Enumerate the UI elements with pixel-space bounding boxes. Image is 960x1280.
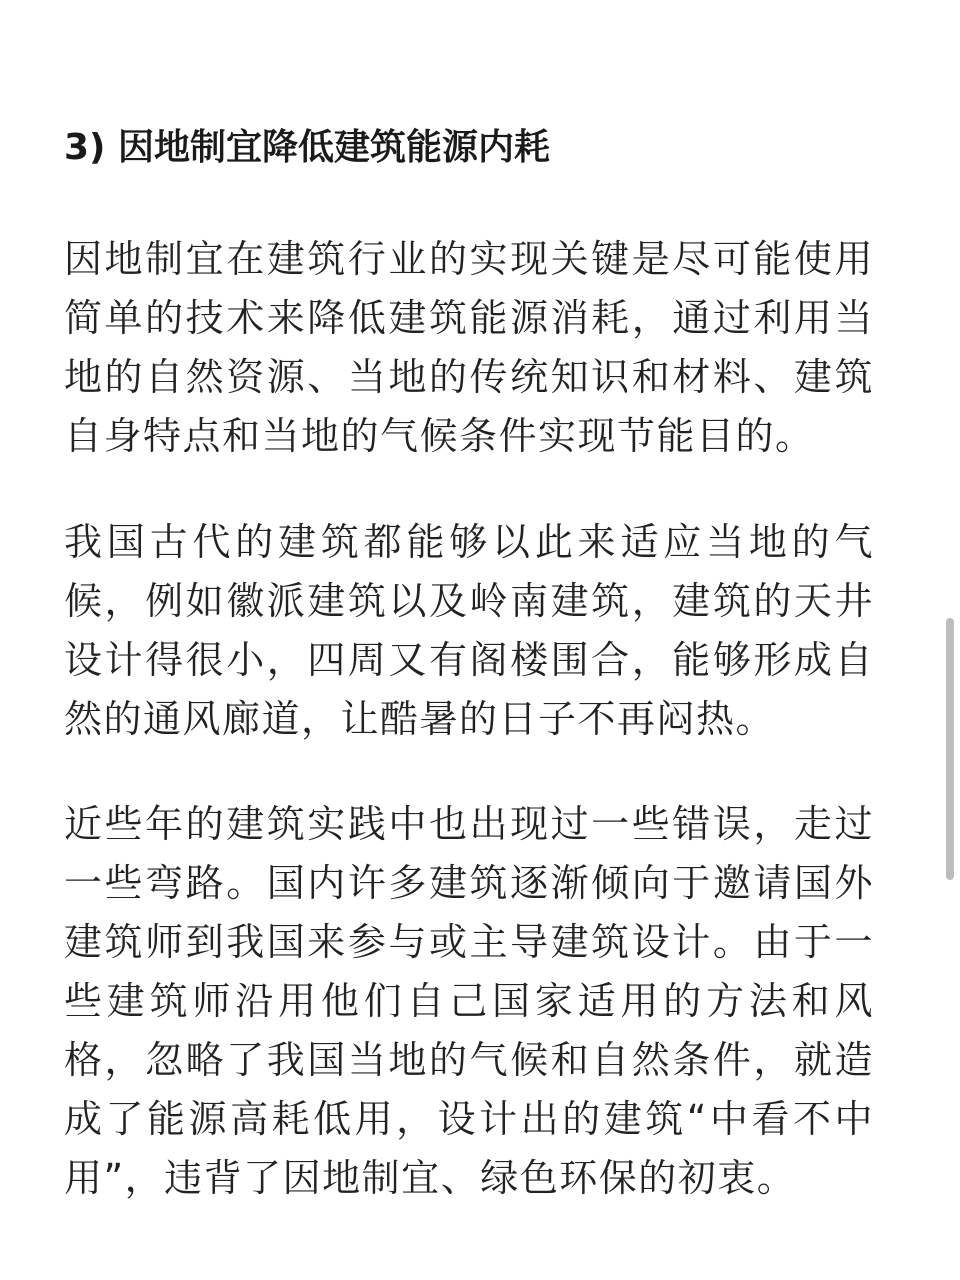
section-heading: 3) 因地制宜降低建筑能源内耗 — [64, 127, 551, 168]
paragraph-local-conditions: 因地制宜在建筑行业的实现关键是尽可能使用简单的技术来降低建筑能源消耗，通过利用当地的自然资源、当地的传统知识和材料、建筑自身特点和当地的气候条件实现节能目的。 — [64, 237, 874, 458]
paragraph-recent-mistakes: 近些年的建筑实践中也出现过一些错误，走过一些弯路。国内许多建筑逐渐倾向于邀请国外建筑师到我国来参与或主导建筑设计。由于一些建筑师沿用他们自己国家适用的方法和风格，忽略了我国当地的气候和自然条件，就造成了能源高耗低用，设计出的建筑“中看不中用”，违背了因地制宜、绿色环保的初衷。 — [64, 802, 874, 1200]
paragraph-ancient-architecture: 我国古代的建筑都能够以此来适应当地的气候，例如徽派建筑以及岭南建筑，建筑的天井设计得很小，四周又有阁楼围合，能够形成自然的通风廊道，让酷暑的日子不再闷热。 — [64, 520, 874, 741]
vertical-scrollbar[interactable] — [946, 618, 954, 880]
